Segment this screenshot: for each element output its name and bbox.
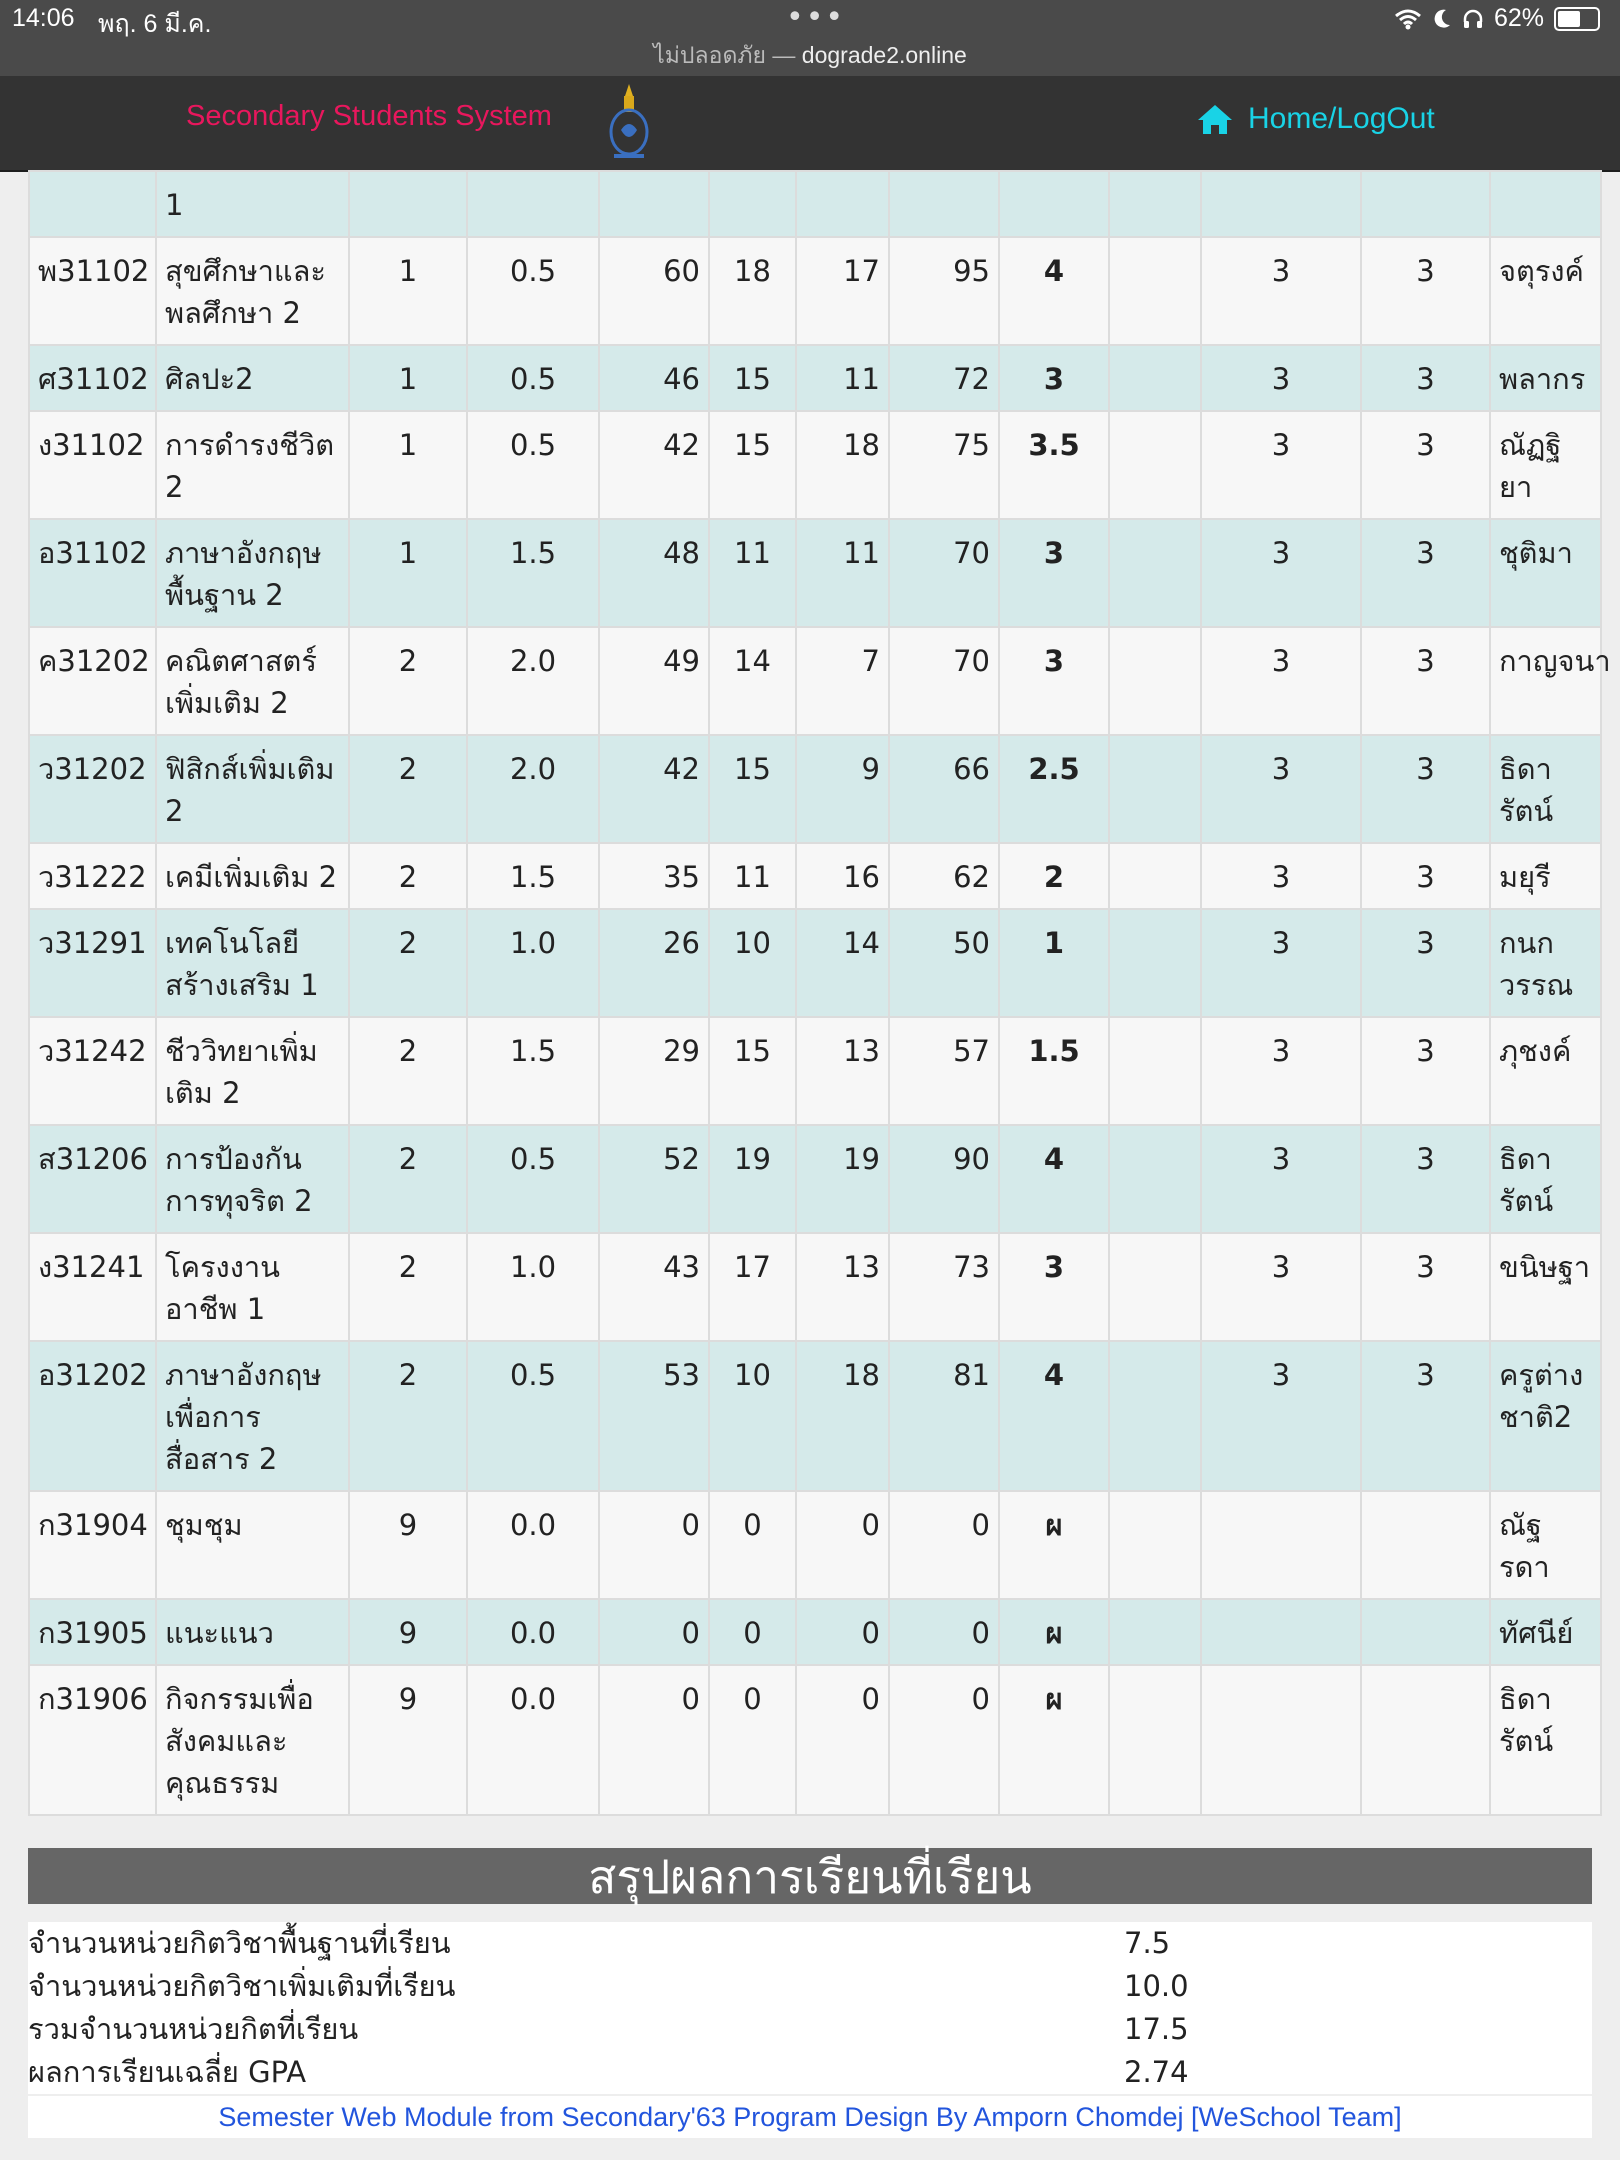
cell-total-score: 70 [889, 627, 999, 735]
cell-remark [1109, 1125, 1201, 1233]
cell-teacher: กาญจนา [1490, 627, 1601, 735]
cell-score-1: 42 [599, 411, 709, 519]
cell-course-type: 9 [349, 1665, 467, 1815]
cell-score-3: 0 [796, 1665, 889, 1815]
cell-col-11: 3 [1201, 345, 1361, 411]
cell-teacher: ครูต่างชาติ2 [1490, 1341, 1601, 1491]
cell-remark [1109, 1599, 1201, 1665]
cell-course-name: เคมีเพิ่มเติม 2 [156, 843, 349, 909]
cell-total-score: 50 [889, 909, 999, 1017]
battery-icon [1554, 7, 1600, 31]
cell-teacher: ภุชงค์ [1490, 1017, 1601, 1125]
table-row [29, 1491, 1601, 1599]
cell-total-score: 0 [889, 1665, 999, 1815]
cell-course-name: ภาษาอังกฤษพื้นฐาน 2 [156, 519, 349, 627]
cell-total-score: 57 [889, 1017, 999, 1125]
cell-col-12 [1361, 171, 1490, 237]
cell-remark [1109, 909, 1201, 1017]
cell-grade: 1.5 [999, 1017, 1109, 1125]
cell-course-type: 2 [349, 735, 467, 843]
cell-col-11: 3 [1201, 237, 1361, 345]
cell-course-code: พ31102 [29, 237, 156, 345]
grades-body [29, 171, 1611, 1815]
cell-course-name: เทคโนโลยีสร้างเสริม 1 [156, 909, 349, 1017]
cell-credit: 1.5 [467, 519, 599, 627]
school-emblem-icon [604, 82, 654, 162]
cell-score-3: 13 [796, 1017, 889, 1125]
cell-teacher: ธิดารัตน์ [1490, 1125, 1601, 1233]
cell-course-code: ก31906 [29, 1665, 156, 1815]
cell-credit: 2.0 [467, 735, 599, 843]
cell-total-score [889, 171, 999, 237]
cell-col-11: 3 [1201, 735, 1361, 843]
wifi-icon [1394, 8, 1422, 30]
cell-course-code: อ31202 [29, 1341, 156, 1491]
cell-course-type [349, 171, 467, 237]
cell-score-1: 0 [599, 1491, 709, 1599]
cell-score-3: 7 [796, 627, 889, 735]
cell-col-12: 3 [1361, 735, 1490, 843]
cell-score-1: 43 [599, 1233, 709, 1341]
cell-remark [1109, 1233, 1201, 1341]
cell-course-type: 2 [349, 1233, 467, 1341]
cell-remark [1109, 1341, 1201, 1491]
cell-course-type: 1 [349, 345, 467, 411]
cell-teacher: ชุติมา [1490, 519, 1601, 627]
table-row [29, 843, 1601, 909]
cell-score-3: 13 [796, 1233, 889, 1341]
table-row [29, 1017, 1601, 1125]
cell-total-score: 70 [889, 519, 999, 627]
cell-course-name: ชีววิทยาเพิ่มเติม 2 [156, 1017, 349, 1125]
cell-score-2 [709, 171, 796, 237]
cell-col-11 [1201, 171, 1361, 237]
cell-score-3: 9 [796, 735, 889, 843]
cell-col-12: 3 [1361, 1341, 1490, 1491]
cell-remark [1109, 345, 1201, 411]
summary-value: 17.5 [1124, 2012, 1189, 2046]
cell-col-11 [1201, 1491, 1361, 1599]
cell-teacher: ขนิษฐา [1490, 1233, 1601, 1341]
browser-status-bar [0, 0, 1620, 76]
cell-remark [1109, 1017, 1201, 1125]
table-row [29, 909, 1601, 1017]
table-row [29, 1665, 1601, 1815]
cell-col-11: 3 [1201, 1341, 1361, 1491]
cell-total-score: 81 [889, 1341, 999, 1491]
cell-score-3: 18 [796, 1341, 889, 1491]
cell-credit: 0.5 [467, 1341, 599, 1491]
moon-icon [1432, 8, 1452, 30]
cell-total-score: 75 [889, 411, 999, 519]
cell-course-name: โครงงานอาชีพ 1 [156, 1233, 349, 1341]
headphones-icon [1462, 8, 1484, 30]
cell-grade: 4 [999, 1341, 1109, 1491]
cell-col-12: 3 [1361, 843, 1490, 909]
cell-score-3: 14 [796, 909, 889, 1017]
cell-credit: 1.0 [467, 909, 599, 1017]
cell-course-name: 1 [156, 171, 349, 237]
cell-score-3: 17 [796, 237, 889, 345]
cell-remark [1109, 1491, 1201, 1599]
cell-score-1: 46 [599, 345, 709, 411]
cell-score-1: 26 [599, 909, 709, 1017]
cell-grade [999, 171, 1109, 237]
cell-teacher: ณัฏฐิยา [1490, 411, 1601, 519]
cell-grade: ผ [999, 1665, 1109, 1815]
cell-score-2: 15 [709, 735, 796, 843]
cell-grade: 3 [999, 1233, 1109, 1341]
cell-credit: 0.5 [467, 411, 599, 519]
battery-fill [1558, 11, 1580, 27]
cell-credit: 0.5 [467, 1125, 599, 1233]
cell-score-2: 15 [709, 411, 796, 519]
cell-remark [1109, 171, 1201, 237]
cell-total-score: 72 [889, 345, 999, 411]
cell-credit: 0.0 [467, 1665, 599, 1815]
cell-course-code [29, 171, 156, 237]
cell-grade: 3.5 [999, 411, 1109, 519]
cell-credit: 0.0 [467, 1491, 599, 1599]
cell-teacher: กนกวรรณ [1490, 909, 1601, 1017]
cell-score-1: 0 [599, 1665, 709, 1815]
cell-course-name: สุขศึกษาและพลศึกษา 2 [156, 237, 349, 345]
cell-col-12: 3 [1361, 627, 1490, 735]
cell-col-12: 3 [1361, 345, 1490, 411]
cell-credit: 0.5 [467, 237, 599, 345]
summary-value: 2.74 [1124, 2055, 1189, 2089]
cell-course-code: ง31241 [29, 1233, 156, 1341]
summary-label: จำนวนหน่วยกิตวิชาเพิ่มเติมที่เรียน [28, 1969, 456, 2003]
cell-course-name: ภาษาอังกฤษเพื่อการสื่อสาร 2 [156, 1341, 349, 1491]
cell-score-2: 11 [709, 519, 796, 627]
cell-col-11 [1201, 1665, 1361, 1815]
cell-course-type: 2 [349, 909, 467, 1017]
cell-score-2: 19 [709, 1125, 796, 1233]
cell-col-12: 3 [1361, 909, 1490, 1017]
cell-score-1: 60 [599, 237, 709, 345]
cell-col-12: 3 [1361, 1233, 1490, 1341]
cell-course-name: การป้องกันการทุจริต 2 [156, 1125, 349, 1233]
summary-label: รวมจำนวนหน่วยกิตที่เรียน [28, 2012, 359, 2046]
summary-row [28, 1922, 1592, 1965]
cell-course-type: 9 [349, 1491, 467, 1599]
cell-credit [467, 171, 599, 237]
cell-col-11: 3 [1201, 1233, 1361, 1341]
cell-col-11: 3 [1201, 1017, 1361, 1125]
cell-teacher: ทัศนีย์ [1490, 1599, 1601, 1665]
cell-course-code: ว31202 [29, 735, 156, 843]
cell-course-type: 1 [349, 519, 467, 627]
cell-grade: 2 [999, 843, 1109, 909]
cell-score-1: 35 [599, 843, 709, 909]
cell-course-code: ค31202 [29, 627, 156, 735]
table-row [29, 237, 1601, 345]
summary-row [28, 2051, 1592, 2094]
cell-course-code: ศ31102 [29, 345, 156, 411]
cell-grade: 2.5 [999, 735, 1109, 843]
cell-total-score: 95 [889, 237, 999, 345]
summary-row [28, 1965, 1592, 2008]
cell-course-code: ส31206 [29, 1125, 156, 1233]
cell-credit: 1.5 [467, 1017, 599, 1125]
cell-course-type: 1 [349, 411, 467, 519]
cell-teacher: มยุรี [1490, 843, 1601, 909]
table-row [29, 1125, 1601, 1233]
summary-label: จำนวนหน่วยกิตวิชาพื้นฐานที่เรียน [28, 1926, 451, 1960]
summary-value: 7.5 [1124, 1926, 1171, 1960]
cell-col-11: 3 [1201, 411, 1361, 519]
cell-remark [1109, 627, 1201, 735]
cell-remark [1109, 1665, 1201, 1815]
cell-credit: 1.5 [467, 843, 599, 909]
cell-course-type: 1 [349, 237, 467, 345]
cell-credit: 1.0 [467, 1233, 599, 1341]
date: พฤ. 6 มี.ค. [98, 10, 212, 38]
cell-grade: 4 [999, 237, 1109, 345]
table-row [29, 1341, 1601, 1491]
cell-course-name: ศิลปะ2 [156, 345, 349, 411]
summary-value: 10.0 [1124, 1969, 1189, 2003]
cell-score-2: 0 [709, 1491, 796, 1599]
cell-score-3: 11 [796, 519, 889, 627]
clock: 14:06 [12, 4, 75, 32]
cell-grade: 1 [999, 909, 1109, 1017]
cell-course-type: 2 [349, 1125, 467, 1233]
cell-score-2: 17 [709, 1233, 796, 1341]
cell-score-1 [599, 171, 709, 237]
table-row [29, 735, 1601, 843]
cell-total-score: 66 [889, 735, 999, 843]
cell-score-3: 11 [796, 345, 889, 411]
cell-score-2: 10 [709, 1341, 796, 1491]
cell-course-code: ก31904 [29, 1491, 156, 1599]
cell-remark [1109, 519, 1201, 627]
cell-total-score: 90 [889, 1125, 999, 1233]
home-logout-link[interactable] [1196, 102, 1435, 136]
cell-credit: 0.5 [467, 345, 599, 411]
cell-score-1: 49 [599, 627, 709, 735]
cell-course-type: 2 [349, 1341, 467, 1491]
site-navbar [0, 76, 1620, 172]
cell-teacher: พลากร [1490, 345, 1601, 411]
cell-score-1: 42 [599, 735, 709, 843]
cell-score-3: 0 [796, 1491, 889, 1599]
cell-score-2: 18 [709, 237, 796, 345]
cell-course-code: ง31102 [29, 411, 156, 519]
cell-col-11: 3 [1201, 1125, 1361, 1233]
cell-course-name: ชุมชุม [156, 1491, 349, 1599]
cell-course-type: 2 [349, 1017, 467, 1125]
cell-grade: 3 [999, 519, 1109, 627]
cell-grade: 4 [999, 1125, 1109, 1233]
table-row [29, 627, 1601, 735]
cell-col-11: 3 [1201, 909, 1361, 1017]
address-bar[interactable] [0, 38, 1620, 74]
cell-score-1: 53 [599, 1341, 709, 1491]
table-row [29, 171, 1601, 237]
cell-col-11 [1201, 1599, 1361, 1665]
cell-course-code: ว31242 [29, 1017, 156, 1125]
cell-course-code: ก31905 [29, 1599, 156, 1665]
summary-label: ผลการเรียนเฉลี่ย GPA [28, 2055, 307, 2089]
cell-score-1: 29 [599, 1017, 709, 1125]
cell-col-12: 3 [1361, 519, 1490, 627]
cell-score-2: 11 [709, 843, 796, 909]
cell-score-3: 0 [796, 1599, 889, 1665]
summary-table [28, 1922, 1592, 2094]
cell-grade: ผ [999, 1599, 1109, 1665]
cell-course-name: คณิตศาสตร์เพิ่มเติม 2 [156, 627, 349, 735]
cell-course-code: ว31291 [29, 909, 156, 1017]
cell-course-code: ว31222 [29, 843, 156, 909]
battery-percent: 62% [1493, 4, 1544, 32]
cell-score-3: 18 [796, 411, 889, 519]
cell-course-code: อ31102 [29, 519, 156, 627]
table-row [29, 345, 1601, 411]
cell-credit: 0.0 [467, 1599, 599, 1665]
grades-table [28, 170, 1611, 1816]
cell-col-12 [1361, 1665, 1490, 1815]
cell-score-1: 52 [599, 1125, 709, 1233]
cell-course-name: ฟิสิกส์เพิ่มเติม 2 [156, 735, 349, 843]
home-logout-label: Home/LogOut [1248, 102, 1435, 135]
cell-col-12: 3 [1361, 1017, 1490, 1125]
table-row [29, 1599, 1601, 1665]
table-row [29, 411, 1601, 519]
url-domain: dograde2.online [801, 42, 967, 68]
cell-score-1: 48 [599, 519, 709, 627]
cell-course-type: 2 [349, 627, 467, 735]
cell-remark [1109, 237, 1201, 345]
cell-teacher [1490, 171, 1601, 237]
cell-course-type: 9 [349, 1599, 467, 1665]
cell-course-type: 2 [349, 843, 467, 909]
summary-title: สรุปผลการเรียนที่เรียน [28, 1848, 1592, 1904]
footer-credit[interactable]: Semester Web Module from Secondary'63 Program Design By Amporn Chomdej [WeSchool Team] [28, 2096, 1592, 2138]
summary-row [28, 2008, 1592, 2051]
cell-col-12: 3 [1361, 237, 1490, 345]
cell-score-1: 0 [599, 1599, 709, 1665]
cell-col-11: 3 [1201, 627, 1361, 735]
cell-score-2: 0 [709, 1599, 796, 1665]
cell-course-name: แนะแนว [156, 1599, 349, 1665]
cell-col-12 [1361, 1491, 1490, 1599]
cell-total-score: 73 [889, 1233, 999, 1341]
cell-score-3: 19 [796, 1125, 889, 1233]
cell-grade: 3 [999, 627, 1109, 735]
cell-course-name: กิจกรรมเพื่อสังคมและคุณธรรม [156, 1665, 349, 1815]
cell-remark [1109, 411, 1201, 519]
cell-course-name: การดำรงชีวิต 2 [156, 411, 349, 519]
brand-title[interactable]: Secondary Students System [186, 100, 552, 132]
cell-remark [1109, 843, 1201, 909]
cell-score-3 [796, 171, 889, 237]
cell-teacher: ธิดารัตน์ [1490, 735, 1601, 843]
cell-total-score: 0 [889, 1491, 999, 1599]
cell-col-12 [1361, 1599, 1490, 1665]
cell-teacher: จตุรงค์ [1490, 237, 1601, 345]
cell-col-11: 3 [1201, 843, 1361, 909]
cell-col-11: 3 [1201, 519, 1361, 627]
cell-total-score: 62 [889, 843, 999, 909]
multitasking-dots[interactable]: ••• [786, 0, 846, 35]
cell-grade: 3 [999, 345, 1109, 411]
cell-score-2: 15 [709, 1017, 796, 1125]
cell-total-score: 0 [889, 1599, 999, 1665]
cell-score-2: 0 [709, 1665, 796, 1815]
cell-teacher: ณัฐรดา [1490, 1491, 1601, 1599]
table-row [29, 1233, 1601, 1341]
cell-grade: ผ [999, 1491, 1109, 1599]
insecure-label: ไม่ปลอดภัย — [653, 42, 796, 68]
summary-body [28, 1922, 1592, 2094]
cell-remark [1109, 735, 1201, 843]
status-icons [1394, 4, 1600, 33]
cell-score-3: 16 [796, 843, 889, 909]
cell-score-2: 14 [709, 627, 796, 735]
home-icon [1196, 103, 1234, 135]
cell-col-12: 3 [1361, 1125, 1490, 1233]
cell-credit: 2.0 [467, 627, 599, 735]
cell-teacher: ธิดารัตน์ [1490, 1665, 1601, 1815]
cell-score-2: 10 [709, 909, 796, 1017]
cell-score-2: 15 [709, 345, 796, 411]
table-row [29, 519, 1601, 627]
cell-col-12: 3 [1361, 411, 1490, 519]
